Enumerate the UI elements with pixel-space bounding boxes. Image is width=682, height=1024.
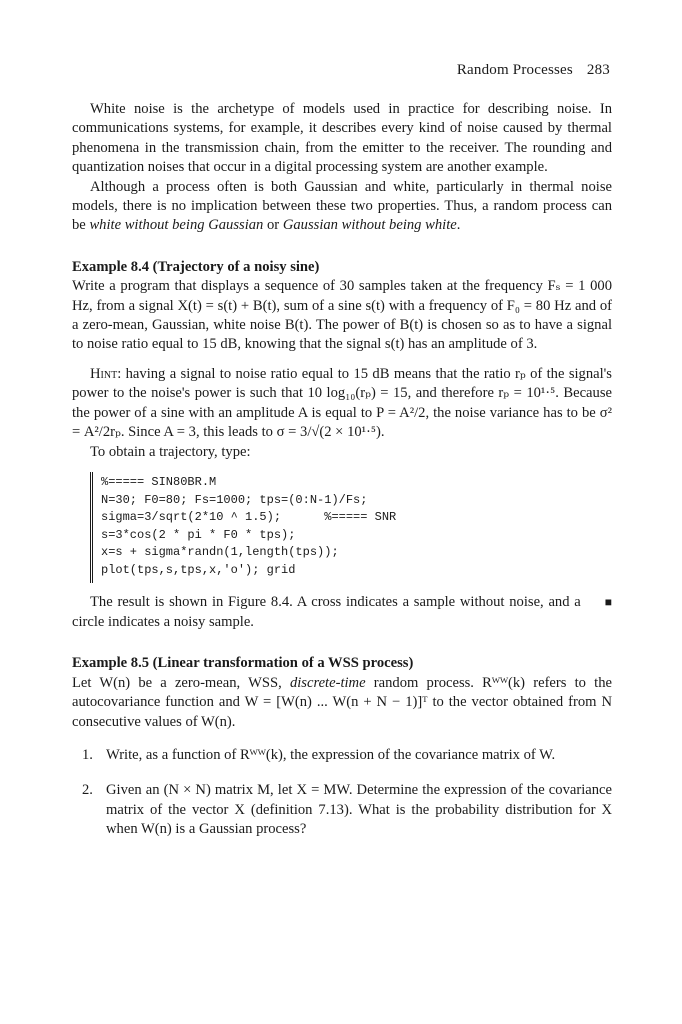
example-8-4-body: Write a program that displays a sequence of 30 samples taken at the frequency Fₛ = 1 000 Hz, from a signal X(t) = s(t) + B(t), sum of a sine s(t) with a frequency of F₀ = 80 Hz and of a zero-mean, Gaussian, white noise B(t). The power of B(t) is chosen so as to have a signal to noise ratio equal to 15 dB, knowing that the signal s(t) has an amplitude of 3. [72, 278, 612, 353]
hint-text: : having a signal to noise ratio equal to 15 dB means that the ratio rₚ of the signal's power to the noise's power is such that 10 log₁₀(rₚ) = 15, and therefore rₚ = 10¹·⁵. Because the power of a sine with an amplitude A is equal to P = A²/2, the noise variance has to be σ² = A²/2rₚ. Since A = 3, this leads to σ = 3/√(2 × 10¹·⁵). [72, 365, 612, 441]
paragraph-text: Although a process often is both Gaussian and white, particularly in thermal noise models, there is no implication between these two properties. Thus, a random process can be [72, 178, 612, 234]
example-8-5-intro [72, 674, 612, 732]
page-body [72, 100, 612, 856]
hint-label: Hint [90, 365, 118, 382]
result-text: The result is shown in Figure 8.4. A cross indicates a sample without noise, and a circle indicates a noisy sample. [72, 594, 581, 630]
exercise-list [72, 746, 612, 840]
end-of-example-icon: ■ [604, 595, 612, 610]
example-8-4-hint [72, 365, 612, 443]
paragraph-text: or [263, 217, 283, 234]
type-instruction: To obtain a trajectory, type: [90, 443, 251, 460]
emphasis-text: Gaussian without being white [282, 217, 457, 234]
running-title: Random Processes [456, 62, 573, 78]
item-number: 2. [82, 782, 93, 799]
page-number: 283 [586, 62, 610, 78]
emphasis-text: discrete-time [289, 674, 366, 691]
paragraph-text: . [456, 217, 461, 234]
item-number: 1. [82, 746, 93, 763]
list-item [72, 781, 612, 839]
intro-text: random process. Rᵂᵂ(k) refers to the autocovariance function and W = [W(n) ... W(n + N − 1)]ᵀ to the vector obtained from N consecutive values of W(n). [72, 674, 612, 730]
code-listing: %===== SIN80BR.M N=30; F0=80; Fs=1000; tps=(0:N-1)/Fs; sigma=3/sqrt(2*10 ^ 1.5); %===== SNR s=3*cos(2 * pi * F0 * tps); x=s + sigma*randn(1,length(tps)); plot(tps,s,tps,x,'o'); grid [90, 472, 612, 584]
example-8-5-title: Example 8.5 (Linear transformation of a WSS process) [72, 655, 414, 672]
item-text: Write, as a function of Rᵂᵂ(k), the expression of the covariance matrix of W. [106, 746, 556, 763]
emphasis-text: white without being Gaussian [89, 217, 264, 234]
intro-text: Let W(n) be a zero-mean, WSS, [72, 674, 290, 691]
item-text: Given an (N × N) matrix M, let X = MW. Determine the expression of the covariance matrix of the vector X (definition 7.13). What is the probability distribution for X when W(n) is a Gaussian process? [106, 782, 612, 838]
paragraph-gaussian-white [72, 178, 612, 236]
paragraph-white-noise: White noise is the archetype of models used in practice for describing noise. In communications systems, for example, it describes every kind of noise caused by thermal phenomena in the transmission chain, from the emitter to the receiver. The rounding and quantization noises that occur in a digital processing system are another example. [72, 101, 612, 176]
result-row [72, 593, 612, 632]
example-8-4-title: Example 8.4 (Trajectory of a noisy sine) [72, 258, 320, 275]
list-item [72, 746, 612, 765]
running-header [457, 62, 610, 79]
